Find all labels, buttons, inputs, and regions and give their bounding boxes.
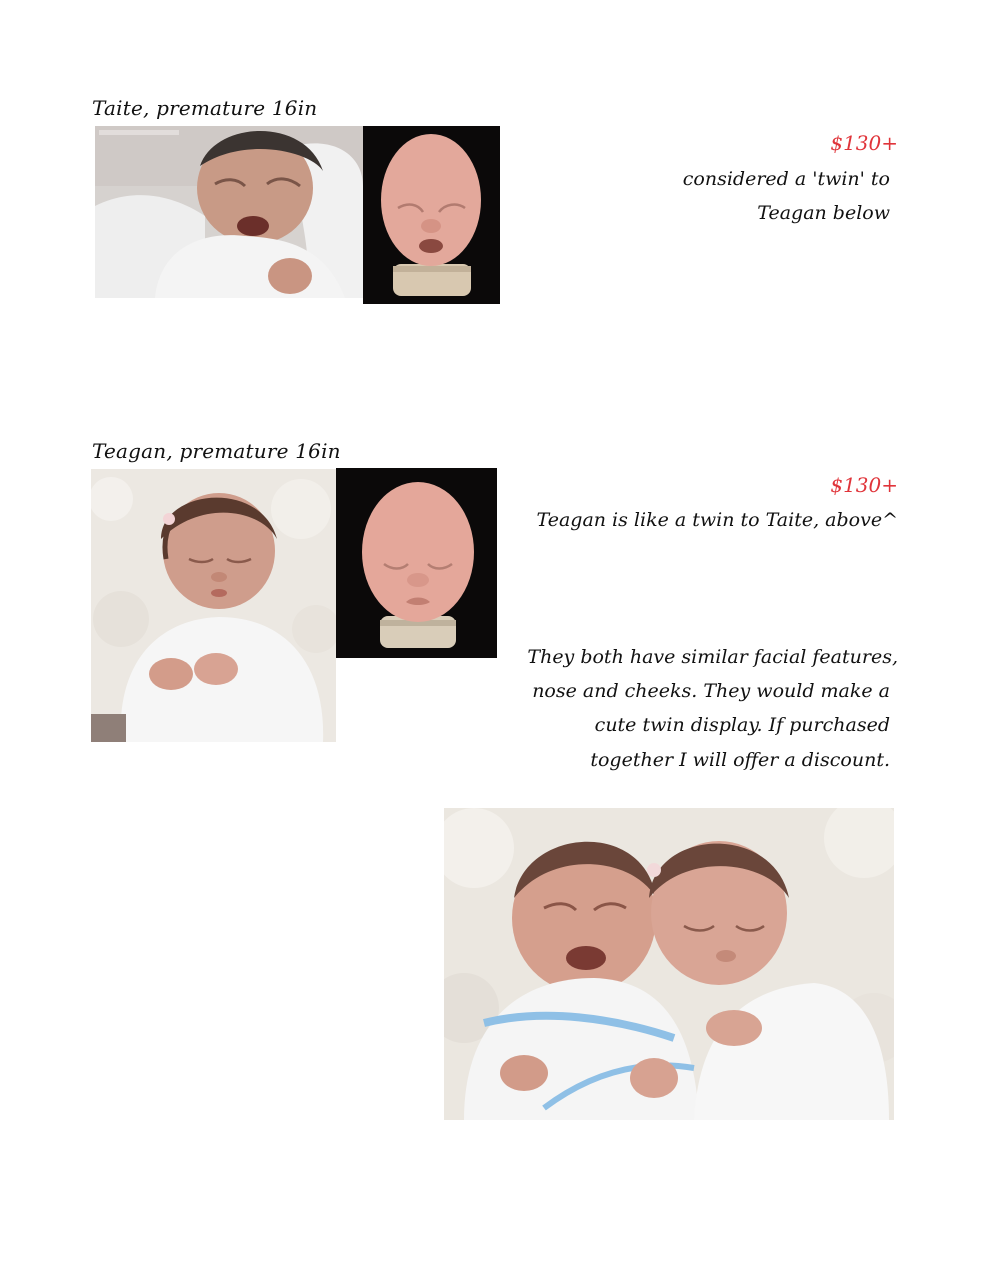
taite-title: Taite, premature 16in [92,96,318,120]
teagan-kit-head-photo [336,468,497,658]
taite-kit-head-photo [363,126,500,304]
teagan-title: Teagan, premature 16in [92,439,341,463]
taite-desc-line-1: considered a 'twin' to [682,168,890,190]
teagan-para-line-2: nose and cheeks. They would make a [532,680,890,702]
teagan-para-line-4: together I will offer a discount. [590,749,890,771]
teagan-price: $130+ [830,473,898,497]
taite-price: $130+ [830,131,898,155]
taite-baby-photo [95,126,363,298]
teagan-baby-photo [91,469,336,742]
taite-desc-line-2: Teagan below [757,202,890,224]
teagan-para-line-1: They both have similar facial features, [527,646,898,668]
teagan-desc-line: Teagan is like a twin to Taite, above^ [536,509,898,531]
teagan-para-line-3: cute twin display. If purchased [594,714,890,736]
twins-photo [444,808,894,1120]
